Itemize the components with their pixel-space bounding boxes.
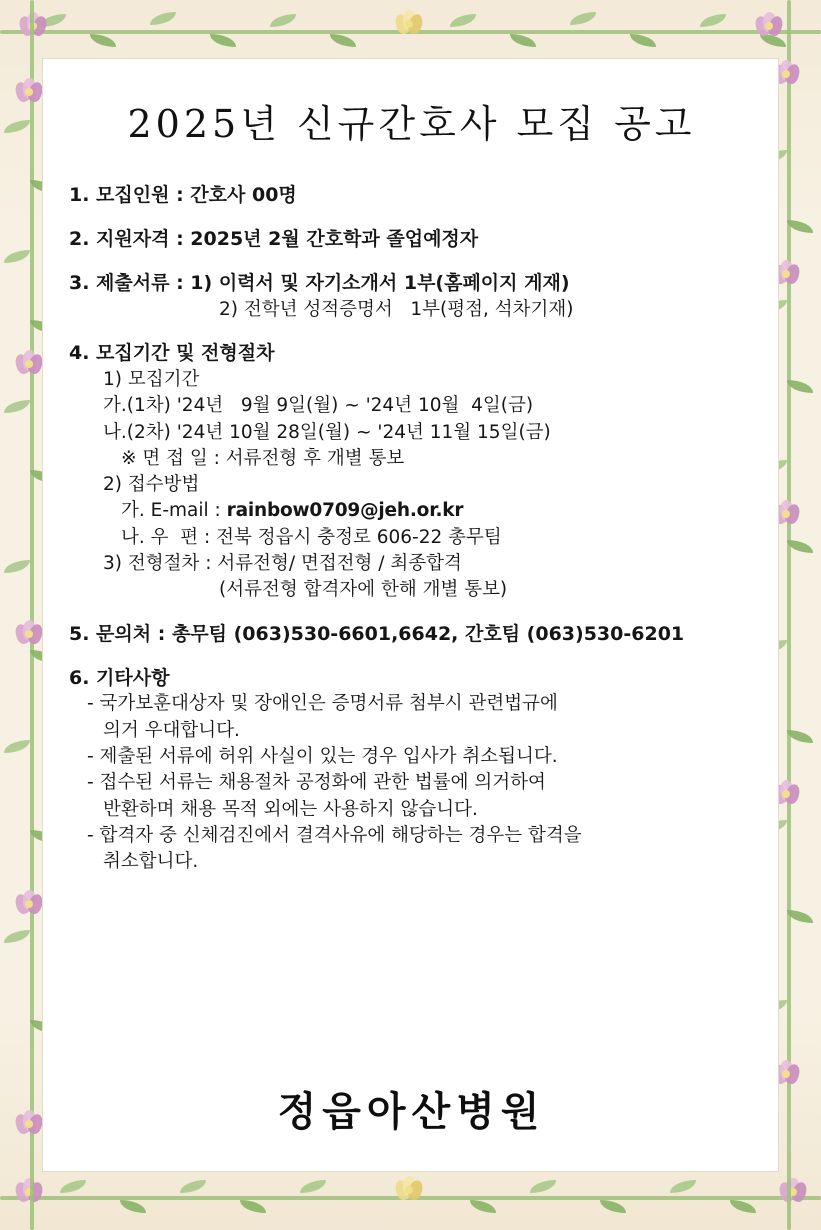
section-schedule	[69, 340, 754, 603]
leaf-icon	[240, 1200, 266, 1213]
section-documents	[69, 270, 754, 323]
section-line: 2) 전학년 성적증명서 1부(평점, 석차기재)	[219, 298, 574, 320]
leaf-icon	[570, 12, 596, 25]
section-line: - 국가보훈대상자 및 장애인은 증명서류 첨부시 관련법규에	[87, 693, 558, 715]
section-line: 5. 문의처 : 총무팀 (063)530-6601,6642, 간호팀 (063)530-6201	[69, 622, 685, 645]
leaf-icon	[510, 34, 536, 47]
leaf-icon	[600, 1200, 626, 1213]
leaf-icon	[4, 560, 30, 573]
floral-border-bottom	[0, 1168, 821, 1230]
leaf-icon	[180, 1180, 206, 1193]
section-contact	[69, 621, 754, 648]
leaf-icon	[4, 120, 30, 133]
leaf-icon	[210, 34, 236, 47]
section-line: 반환하며 채용 목적 외에는 사용하지 않습니다.	[103, 798, 478, 820]
leaf-icon	[670, 1180, 696, 1193]
section-eligibility	[69, 226, 754, 253]
leaf-icon	[630, 34, 656, 47]
flower-icon	[16, 1110, 42, 1140]
flower-icon	[396, 10, 422, 40]
section-line: - 합격자 중 신체검진에서 결격사유에 해당하는 경우는 합격을	[87, 824, 582, 846]
leaf-icon	[4, 400, 30, 413]
floral-border-top	[0, 0, 821, 62]
section-line: 나.(2차) '24년 10월 28일(월) ~ '24년 11월 15일(금)	[103, 421, 551, 443]
leaf-icon	[4, 930, 30, 943]
section-line: 2) 접수방법	[103, 474, 200, 496]
leaf-icon	[4, 740, 30, 753]
leaf-icon	[90, 34, 116, 47]
leaf-icon	[787, 540, 813, 553]
flower-icon	[20, 12, 46, 42]
leaf-icon	[530, 1180, 556, 1193]
leaf-icon	[150, 12, 176, 25]
section-line: 취소합니다.	[103, 851, 199, 873]
section-notes	[69, 665, 754, 876]
flower-icon	[16, 350, 42, 380]
leaf-icon	[470, 1200, 496, 1213]
section-line-email	[69, 498, 754, 524]
section-line: 나. 우 편 : 전북 정읍시 충정로 606-22 총무팀	[121, 526, 502, 548]
email-address[interactable]: rainbow0709@jeh.or.kr	[226, 500, 464, 522]
leaf-icon	[300, 1180, 326, 1193]
flower-icon	[16, 78, 42, 108]
leaf-icon	[450, 14, 476, 27]
leaf-icon	[730, 1200, 756, 1213]
leaf-icon	[700, 14, 726, 27]
section-line: 의거 우대합니다.	[103, 719, 240, 741]
section-line: 3. 제출서류 : 1) 이력서 및 자기소개서 1부(홈페이지 게재)	[69, 271, 570, 294]
leaf-icon	[270, 14, 296, 27]
announcement-content	[43, 59, 780, 1173]
section-line: 가.(1차) '24년 9월 9일(월) ~ '24년 10월 4일(금)	[103, 395, 534, 417]
email-label: 가. E-mail :	[121, 500, 227, 522]
page-title: 2025년 신규간호사 모집 공고	[127, 102, 696, 146]
section-line: - 제출된 서류에 허위 사실이 있는 경우 입사가 취소됩니다.	[87, 746, 558, 767]
flower-icon	[396, 1176, 422, 1206]
leaf-icon	[120, 1200, 146, 1213]
leaf-icon	[787, 910, 813, 923]
leaf-icon	[60, 1180, 86, 1193]
flower-icon	[16, 1178, 42, 1208]
flower-icon	[16, 890, 42, 920]
flower-icon	[16, 620, 42, 650]
section-line: - 접수된 서류는 채용절차 공정화에 관한 법률에 의거하여	[87, 772, 546, 794]
leaf-icon	[760, 34, 786, 47]
section-line: 2. 지원자격 : 2025년 2월 간호학과 졸업예정자	[69, 227, 479, 250]
section-line: (서류전형 합격자에 한해 개별 통보)	[219, 579, 508, 601]
flower-icon	[756, 12, 782, 42]
announcement-page	[42, 58, 779, 1172]
section-line: 6. 기타사항	[69, 666, 170, 689]
flower-icon	[780, 1178, 806, 1208]
leaf-icon	[4, 250, 30, 263]
leaf-icon	[787, 730, 813, 743]
leaf-icon	[787, 380, 813, 393]
section-line: 4. 모집기간 및 전형절차	[69, 342, 275, 365]
hospital-name: 정읍아산병원	[277, 1088, 546, 1135]
leaf-icon	[787, 220, 813, 233]
section-line: 3) 전형절차 : 서류전형/ 면접전형 / 최종합격	[103, 553, 462, 574]
leaf-icon	[330, 34, 356, 47]
section-line: 1. 모집인원 : 간호사 00명	[69, 184, 297, 206]
leaf-icon	[40, 14, 66, 27]
section-line: 1) 모집기간	[103, 369, 200, 391]
section-recruitment-count	[69, 182, 754, 209]
section-line: ※ 면 접 일 : 서류전형 후 개별 통보	[121, 447, 405, 469]
